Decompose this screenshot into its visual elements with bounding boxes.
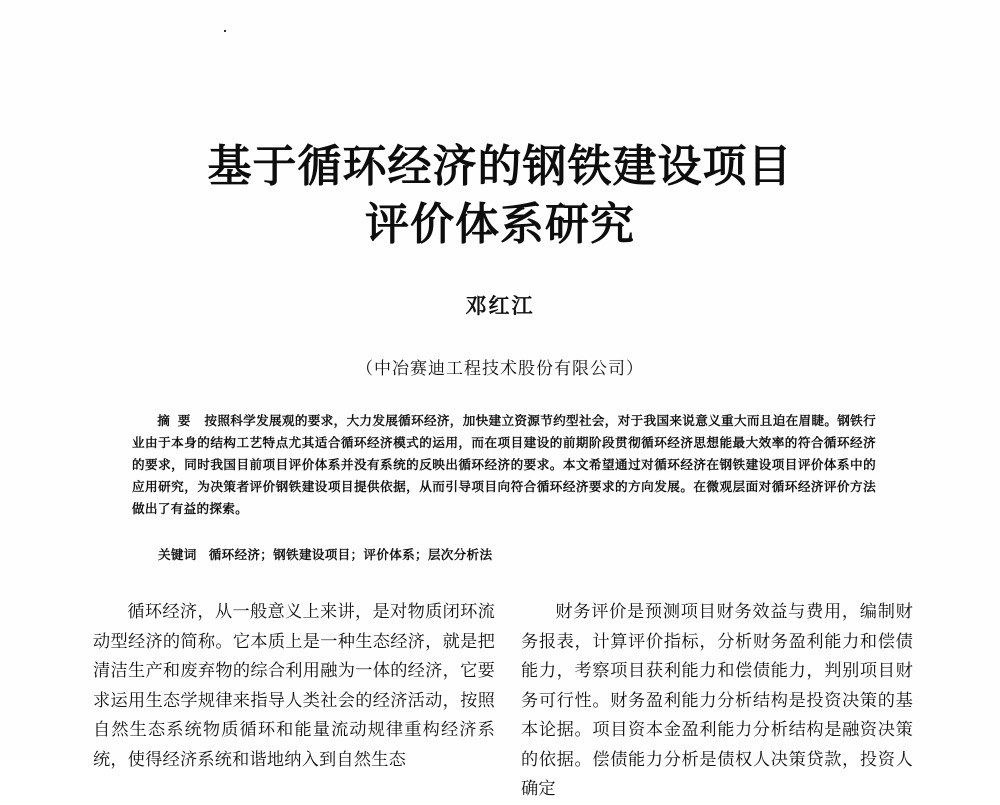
author-name: 邓红江 (465, 293, 535, 318)
body-left-column: 循环经济，从一般意义上来讲，是对物质闭环流动型经济的简称。它本质上是一种生态经济，就是把清洁生产和废弃物的综合利用融为一体的经济，它要求运用生态学规律来指导人类社会的经济活动，按照自然生态系统物质循环和能量流动规律重构经济系统，使得经济系统和谐地纳入到自然生态 (93, 602, 495, 770)
keywords-label: 关键词 (158, 547, 197, 562)
abstract-text: 按照科学发展观的要求，大力发展循环经济，加快建立资源节约型社会，对于我国来说意义重大而且迫在眉睫。钢铁行业由于本身的结构工艺特点尤其适合循环经济模式的运用，而在项目建设的前期阶段贯彻循环经济思想能最大效率的符合循环经济的要求，同时我国目前项目评价体系并没有系统的反映出循环经济的要求。本文希望通过对循环经济在钢铁建设项目评价体系中的应用研究，为决策者评价钢铁建设项目提供依据，从而引导项目向符合循环经济要求的方向发展。在微观层面对循环经济评价方法做出了有益的探索。 (132, 413, 876, 516)
abstract-label: 摘要 (157, 413, 199, 428)
keywords (158, 544, 878, 566)
abstract (132, 410, 876, 520)
keywords-text: 循环经济；钢铁建设项目；评价体系；层次分析法 (208, 547, 493, 562)
scan-speck (224, 30, 226, 32)
author-affiliation: （中冶赛迪工程技术股份有限公司） (356, 359, 644, 379)
title-line-1: 基于循环经济的钢铁建设项目 (207, 141, 793, 192)
title-line-2: 评价体系研究 (365, 199, 635, 250)
paper-title (0, 138, 1000, 254)
body-right-column: 财务评价是预测项目财务效益与费用，编制财务报表，计算评价指标，分析财务盈利能力和偿债能力，考察项目获利能力和偿债能力，判别项目财务可行性。财务盈利能力分析结构是投资决策的基本论据。项目资本金盈利能力分析结构是融资决策的依据。偿债能力分析是债权人决策贷款，投资人确定 (521, 602, 913, 799)
